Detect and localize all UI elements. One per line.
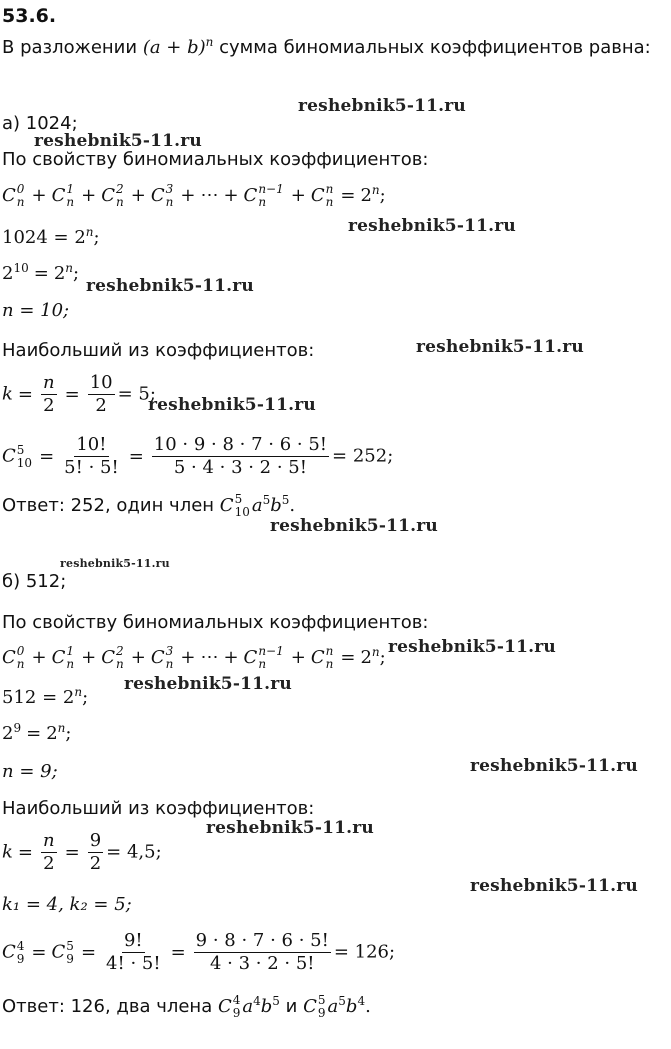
part-a-c-fraction-1: $\frac{10!}{5! \cdot 5!}$ [64, 434, 119, 478]
part-b-k-fraction-2: $\frac{9}{2}$ [89, 830, 102, 874]
watermark: reshebnik5-11.ru [86, 276, 254, 296]
intro-tail: сумма биномиальных коэффициентов равна: [219, 37, 651, 58]
part-a-c-fraction-2: $\frac{10 \cdot 9 \cdot 8 \cdot 7 \cdot 6 \cdot 5!}{5 \cdot 4 \cdot 3 \cdot 2 \cdot 5!}$ [153, 434, 328, 478]
part-b-largest: Наибольший из коэффициентов: [2, 798, 315, 819]
part-a-largest: Наибольший из коэффициентов: [2, 340, 315, 361]
watermark: reshebnik5-11.ru [270, 516, 438, 536]
part-b-eq-power: $2^9 = 2^n$; [2, 721, 72, 744]
watermark: reshebnik5-11.ru [148, 395, 316, 415]
part-b-property: По свойству биномиальных коэффициентов: [2, 612, 429, 633]
watermark: reshebnik5-11.ru [298, 96, 466, 116]
watermark: reshebnik5-11.ru [34, 131, 202, 151]
part-a-eq-n: n = 10; [2, 300, 70, 321]
part-a-c-equation: C 5 10 = $\frac{10!}{5! \cdot 5!}$ = $\frac{10 \cdot 9 \cdot 8 \cdot 7 \cdot 6 \cdot 5!}{5 \cdot 4 \cdot 3 \cdot 2 \cdot 5!}$ = 252; [2, 434, 394, 478]
watermark: reshebnik5-11.ru [206, 818, 374, 838]
watermark: reshebnik5-11.ru [348, 216, 516, 236]
part-b-c-fraction-1: $\frac{9!}{4! \cdot 5!}$ [106, 930, 161, 974]
part-b-answer: Ответ: 126, два члена C 4 9 $a^4b^5$ и C 5 9 $a^5b^4$. [2, 993, 371, 1020]
part-b-c-equation: C 4 9 = C 5 9 = $\frac{9!}{4! \cdot 5!}$ = $\frac{9 \cdot 8 \cdot 7 \cdot 6 \cdot 5!}{4 \cdot 3 \cdot 2 \cdot 5!}$ = 126; [2, 930, 396, 974]
part-a-eq-power: $2^{10} = 2^n$; [2, 261, 80, 284]
part-b-k-fraction: $\frac{n}{2}$ [43, 830, 55, 874]
intro-expression: $(a + b)^n$ [142, 35, 214, 58]
part-b-sum-equation: C 0 n + C 1 n + C 2 n + C 3 n + ⋯ + C n−1 n + C n n = $2^n$; [2, 644, 386, 671]
part-b-label: б) 512; [2, 571, 67, 592]
part-a-k-equation: k = $\frac{n}{2}$ = $\frac{10}{2}$ = 5; [2, 372, 156, 416]
intro-line [2, 36, 651, 60]
watermark: reshebnik5-11.ru [470, 876, 638, 896]
part-a-label: а) 1024; [2, 113, 78, 134]
part-a-sum-equation: C 0 n + C 1 n + C 2 n + C 3 n + ⋯ + C n−1 n + C n n = $2^n$; [2, 182, 386, 209]
part-a-answer: Ответ: 252, один член C 5 10 $a^5b^5$. [2, 492, 296, 519]
part-b-k-equation: k = $\frac{n}{2}$ = $\frac{9}{2}$ = 4,5; [2, 830, 162, 874]
part-b-c-fraction-2: $\frac{9 \cdot 8 \cdot 7 \cdot 6 \cdot 5!}{4 \cdot 3 \cdot 2 \cdot 5!}$ [195, 930, 329, 974]
watermark: reshebnik5-11.ru [416, 337, 584, 357]
part-b-eq-512: $512 = 2^n$; [2, 685, 89, 708]
intro-text: В разложении [2, 37, 138, 58]
watermark: reshebnik5-11.ru [470, 756, 638, 776]
problem-number: 53.6. [2, 5, 57, 27]
watermark: reshebnik5-11.ru [60, 557, 170, 570]
watermark: reshebnik5-11.ru [124, 674, 292, 694]
part-b-eq-n: n = 9; [2, 761, 58, 782]
part-a-eq-1024: $1024 = 2^n$; [2, 225, 100, 248]
part-a-k-fraction: $\frac{n}{2}$ [43, 372, 55, 416]
part-a-k-fraction-2: $\frac{10}{2}$ [89, 372, 113, 416]
watermark: reshebnik5-11.ru [388, 637, 556, 657]
part-b-k-values: k₁ = 4, k₂ = 5; [2, 894, 132, 915]
part-a-property: По свойству биномиальных коэффициентов: [2, 149, 429, 170]
